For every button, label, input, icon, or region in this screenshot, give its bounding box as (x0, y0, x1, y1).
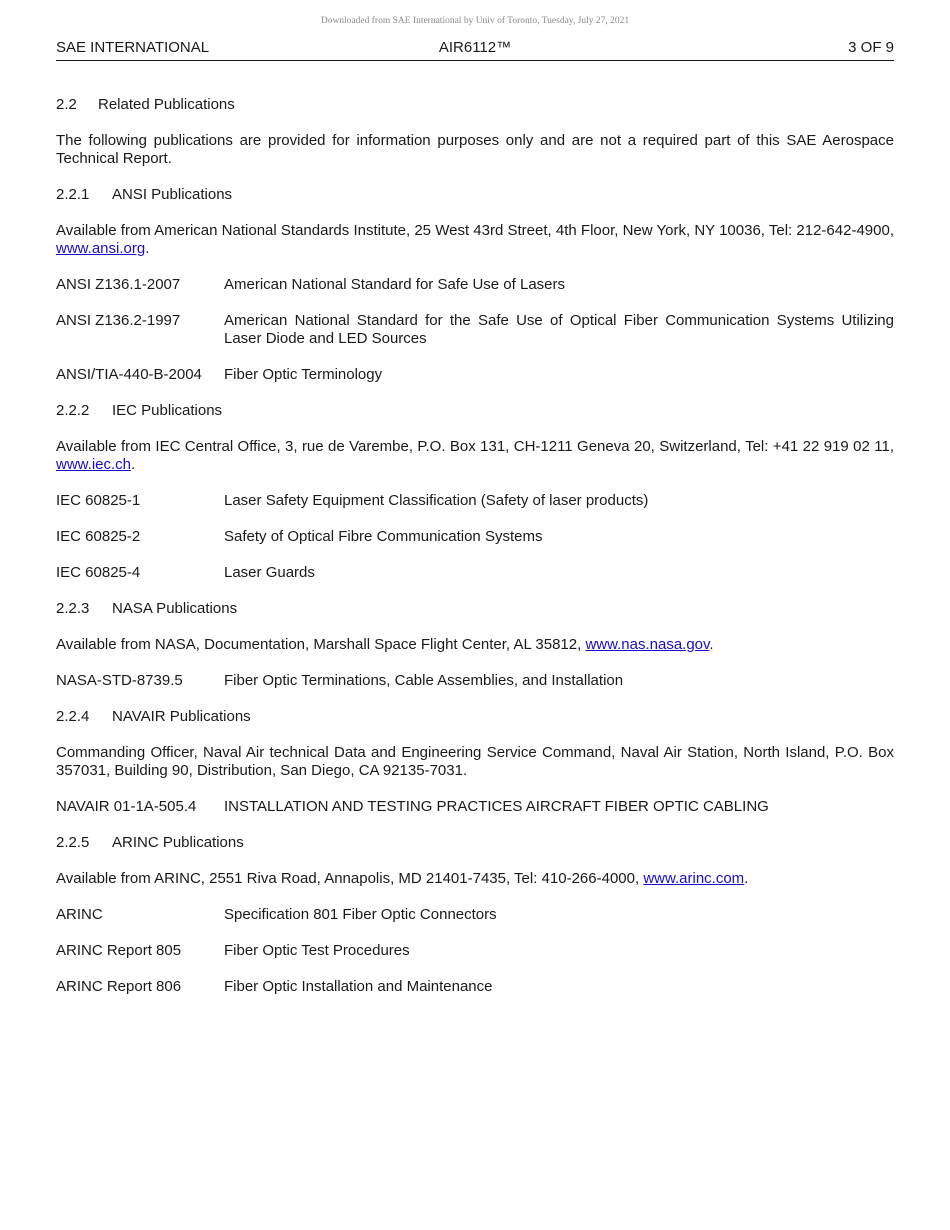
availability-end: . (131, 456, 136, 473)
reference-code: IEC 60825-4 (56, 564, 141, 581)
reference-entry (56, 492, 894, 510)
reference-entry (56, 312, 894, 348)
availability-text: Available from American National Standards Institute, 25 West 43rd Street, 4th Floor, New York, NY 10036, Tel: 212-642-4900, (56, 222, 894, 239)
header-page-number: 3 OF 9 (848, 39, 894, 56)
reference-title: Laser Safety Equipment Classification (Safety of laser products) (224, 492, 649, 509)
section-heading (56, 96, 894, 114)
subsection-heading (56, 186, 894, 204)
reference-entry (56, 564, 894, 582)
subsection-title: NAVAIR Publications (112, 708, 251, 725)
reference-code: ARINC Report 806 (56, 978, 182, 995)
availability-paragraph (56, 438, 894, 474)
subsection-number: 2.2.4 (56, 708, 90, 725)
subsection-heading (56, 600, 894, 618)
section-intro: The following publications are provided for information purposes only and are not a required part of this SAE Aerospace Technical Report. (56, 132, 894, 167)
reference-title: Fiber Optic Terminations, Cable Assemblies, and Installation (224, 672, 624, 689)
reference-code: ANSI/TIA-440-B-2004 (56, 366, 202, 383)
reference-code: NASA-STD-8739.5 (56, 672, 183, 689)
subsection-number: 2.2.1 (56, 186, 90, 203)
availability-paragraph (56, 744, 894, 780)
reference-title: Specification 801 Fiber Optic Connectors (224, 906, 497, 923)
availability-paragraph (56, 870, 894, 888)
header-doc-id: AIR6112™ (438, 39, 512, 56)
page-header (56, 38, 894, 61)
reference-title: American National Standard for Safe Use of Lasers (224, 276, 566, 293)
reference-title: Fiber Optic Terminology (224, 366, 383, 383)
reference-title: Fiber Optic Installation and Maintenance (224, 978, 493, 995)
reference-title: INSTALLATION AND TESTING PRACTICES AIRCRAFT FIBER OPTIC CABLING (224, 798, 769, 815)
availability-text: Available from IEC Central Office, 3, rue de Varembe, P.O. Box 131, CH-1211 Geneva 20, Switzerland, Tel: +41 22 919 02 11, (56, 438, 894, 455)
reference-entry (56, 942, 894, 960)
reference-entry (56, 978, 894, 996)
subsection-number: 2.2.3 (56, 600, 90, 617)
subsection-number: 2.2.5 (56, 834, 90, 851)
reference-entry (56, 798, 894, 816)
reference-entry (56, 276, 894, 294)
reference-code: ANSI Z136.1-2007 (56, 276, 181, 293)
subsection-title: ARINC Publications (112, 834, 244, 851)
subsection-title: IEC Publications (112, 402, 223, 419)
reference-code: ANSI Z136.2-1997 (56, 312, 181, 329)
reference-code: NAVAIR 01-1A-505.4 (56, 798, 197, 815)
reference-entry (56, 672, 894, 690)
reference-entry (56, 528, 894, 546)
section-title: Related Publications (98, 96, 235, 113)
subsection-number: 2.2.2 (56, 402, 90, 419)
availability-end: . (709, 636, 714, 653)
subsection-heading (56, 402, 894, 420)
reference-title: Laser Guards (224, 564, 315, 581)
availability-end: . (145, 240, 150, 257)
publisher-website-link[interactable]: www.arinc.com (643, 870, 745, 887)
subsection-title: NASA Publications (112, 600, 238, 617)
reference-code: ARINC Report 805 (56, 942, 182, 959)
publication-groups (56, 186, 894, 1014)
reference-title: Fiber Optic Test Procedures (224, 942, 410, 959)
subsection-heading (56, 708, 894, 726)
reference-code: IEC 60825-1 (56, 492, 141, 509)
availability-text: Available from ARINC, 2551 Riva Road, Annapolis, MD 21401-7435, Tel: 410-266-4000, (56, 870, 644, 887)
download-watermark: Downloaded from SAE International by Univ of Toronto, Tuesday, July 27, 2021 (320, 16, 630, 26)
availability-paragraph (56, 222, 894, 258)
availability-end: . (744, 870, 749, 887)
section-number: 2.2 (56, 96, 77, 113)
reference-entry (56, 906, 894, 924)
availability-text: Available from NASA, Documentation, Marshall Space Flight Center, AL 35812, (56, 636, 586, 653)
reference-code: IEC 60825-2 (56, 528, 141, 545)
publisher-website-link[interactable]: www.iec.ch (56, 456, 132, 473)
publisher-website-link[interactable]: www.ansi.org (56, 240, 146, 257)
subsection-heading (56, 834, 894, 852)
availability-text: Commanding Officer, Naval Air technical Data and Engineering Service Command, Naval Air Station, North Island, P.O. Box 357031, Building 90, Distribution, San Diego, CA 92135-7031. (56, 744, 894, 779)
reference-code: ARINC (56, 906, 103, 923)
availability-paragraph (56, 636, 894, 654)
header-org: SAE INTERNATIONAL (56, 39, 210, 56)
subsection-title: ANSI Publications (112, 186, 233, 203)
reference-title: Safety of Optical Fibre Communication Systems (224, 528, 543, 545)
reference-entry (56, 366, 894, 384)
publisher-website-link[interactable]: www.nas.nasa.gov (585, 636, 710, 653)
page-content (56, 96, 894, 1014)
reference-title: American National Standard for the Safe Use of Optical Fiber Communication Systems Utilizing Laser Diode and LED Sources (224, 312, 894, 347)
